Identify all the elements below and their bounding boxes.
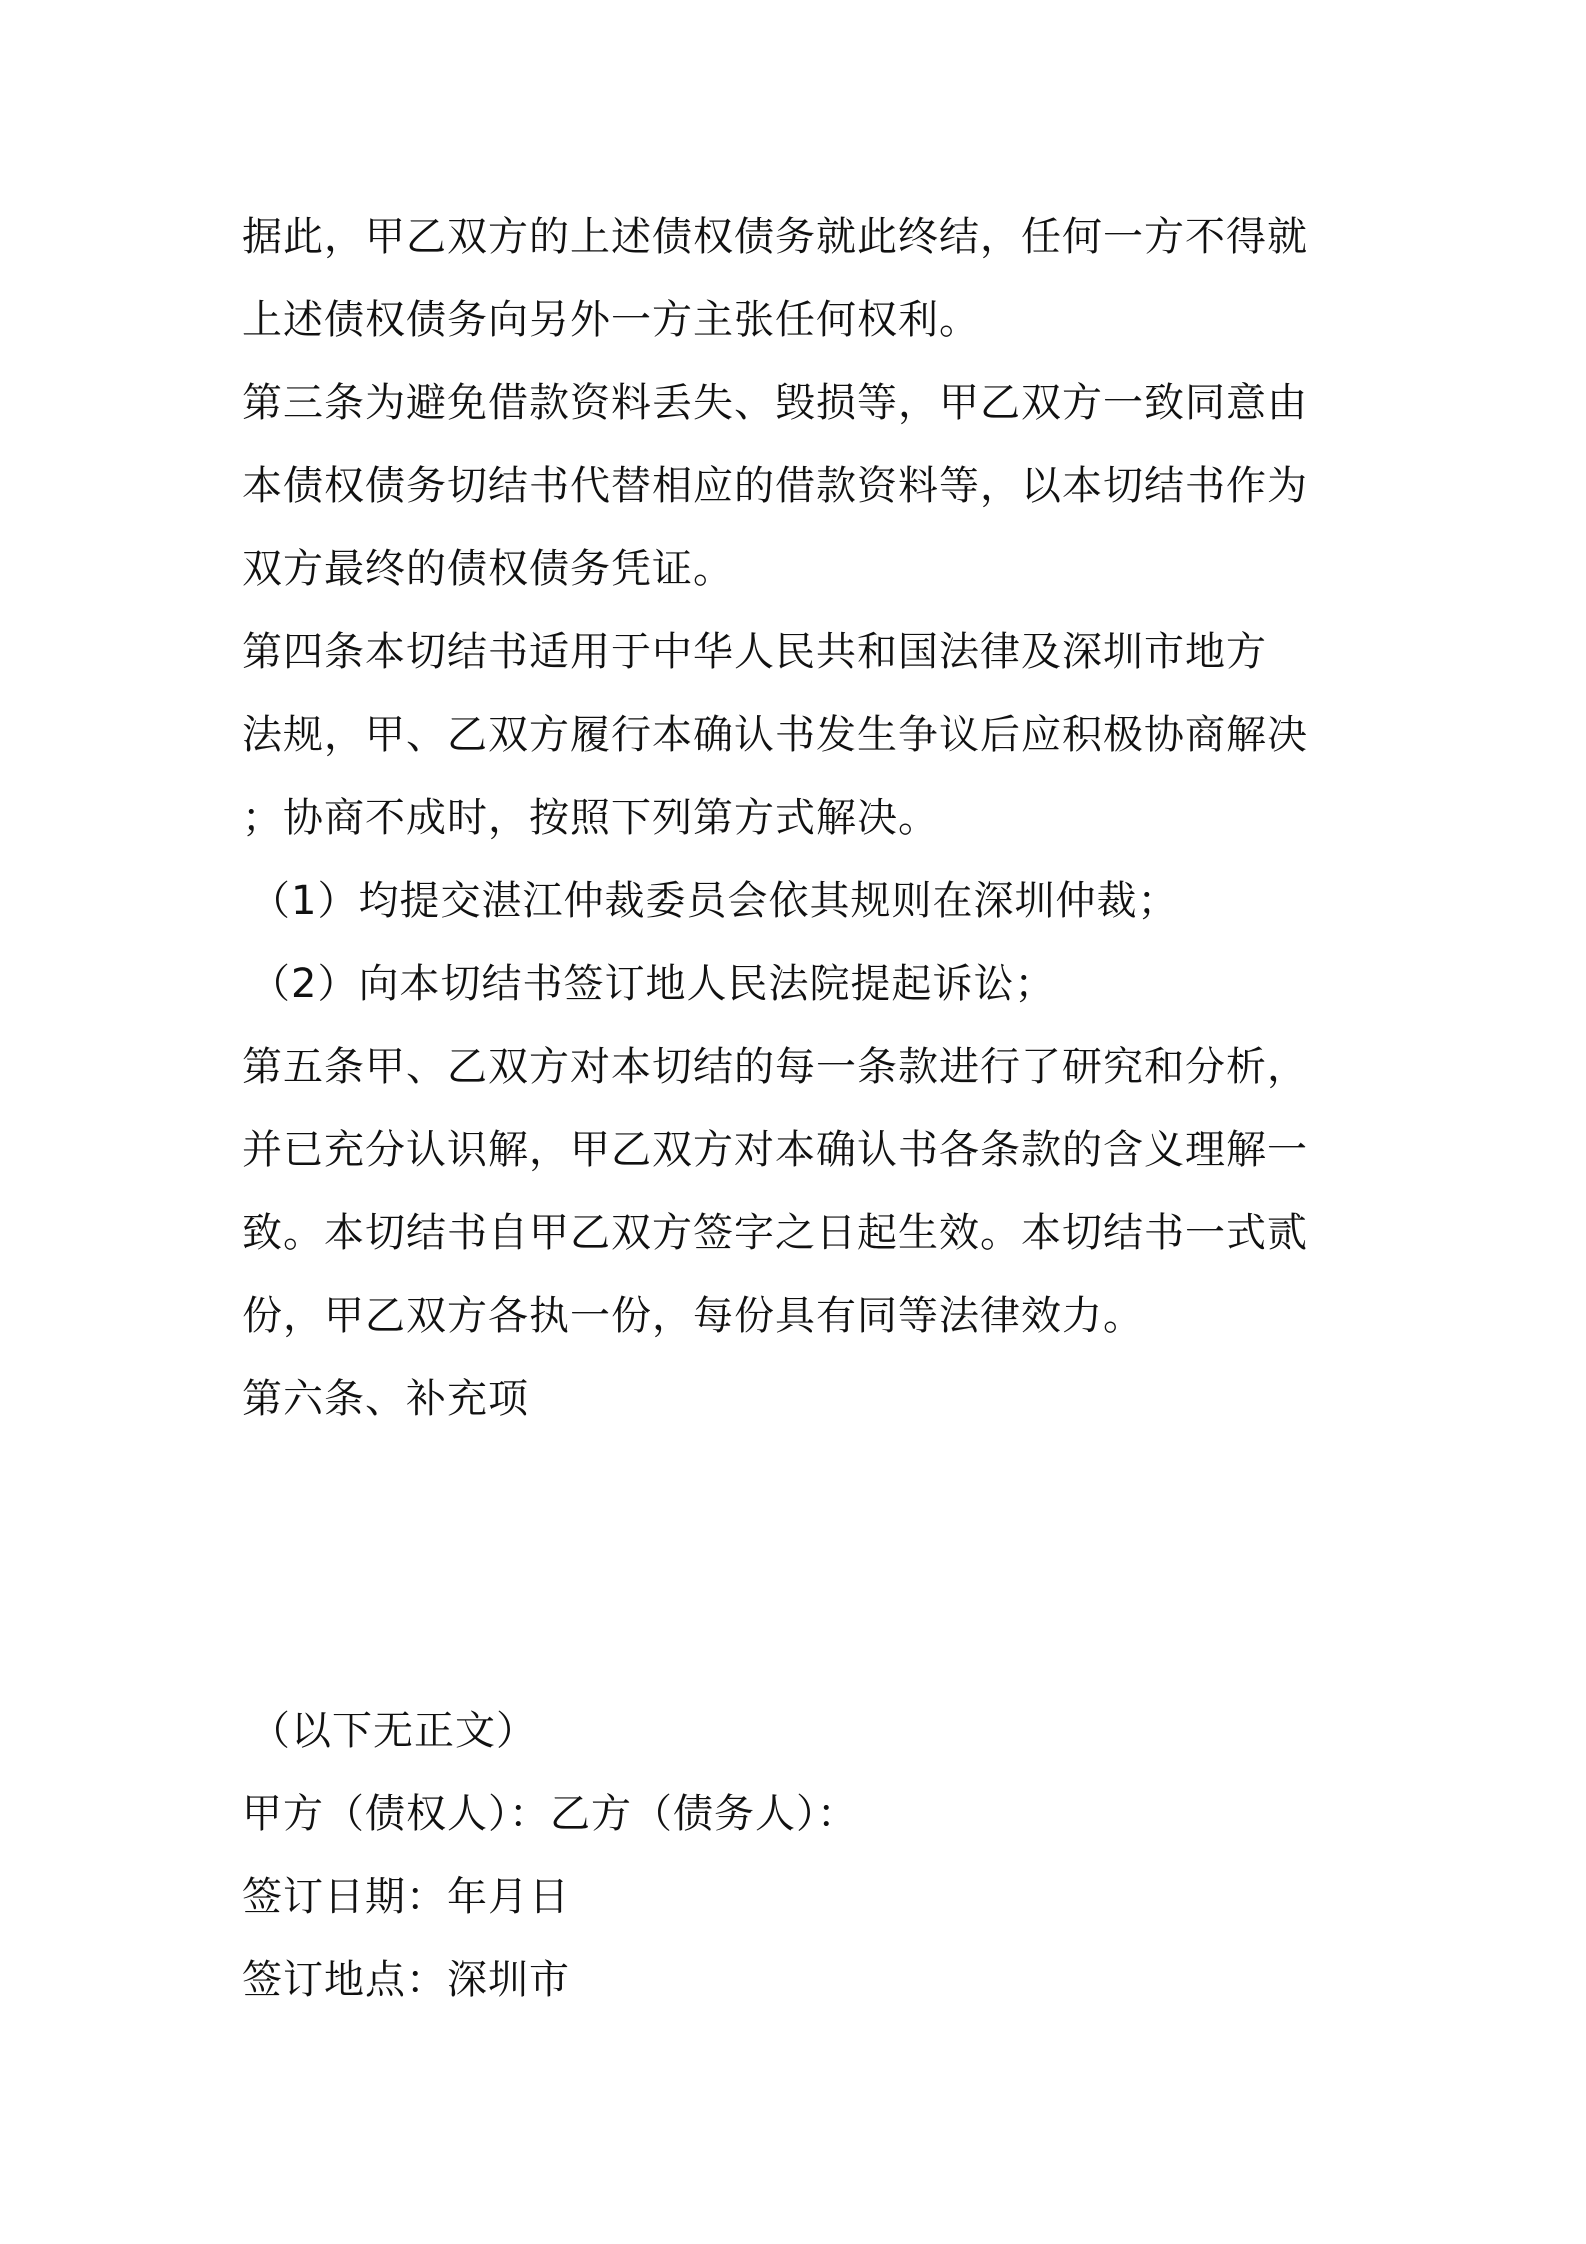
- blank-space: [242, 1441, 1362, 1690]
- body-line: 第四条本切结书适用于中华人民共和国法律及深圳市地方: [242, 629, 1267, 675]
- body-line: 本债权债务切结书代替相应的借款资料等，以本切结书作为: [242, 463, 1308, 509]
- body-line: 双方最终的债权债务凭证。: [242, 546, 734, 592]
- body-line: 据此，甲乙双方的上述债权债务就此终结，任何一方不得就: [242, 214, 1308, 260]
- article-six-heading: 第六条、补充项: [242, 1376, 529, 1422]
- sign-date-line: 签订日期：年月日: [242, 1874, 570, 1920]
- body-line: 第三条为避免借款资料丢失、毁损等，甲乙双方一致同意由: [242, 380, 1308, 426]
- document-body: [242, 196, 1362, 2022]
- body-line: 上述债权债务向另外一方主张任何权利。: [242, 297, 980, 343]
- body-line: 份，甲乙双方各执一份，每份具有同等法律效力。: [242, 1293, 1144, 1339]
- parties-signature-line: 甲方（债权人）：乙方（债务人）：: [242, 1791, 858, 1837]
- no-more-text-note: （以下无正文）: [250, 1708, 537, 1754]
- body-line: 第五条甲、乙双方对本切结的每一条款进行了研究和分析，: [242, 1044, 1308, 1090]
- body-line: 法规，甲、乙双方履行本确认书发生争议后应积极协商解决: [242, 712, 1308, 758]
- list-item-arbitration: （1）均提交湛江仲裁委员会依其规则在深圳仲裁；: [250, 878, 1179, 924]
- body-line: 致。本切结书自甲乙双方签字之日起生效。本切结书一式贰: [242, 1210, 1308, 1256]
- body-line: ；协商不成时，按照下列第方式解决。: [242, 795, 939, 841]
- list-item-litigation: （2）向本切结书签订地人民法院提起诉讼；: [250, 961, 1056, 1007]
- sign-place-line: 签订地点：深圳市: [242, 1957, 570, 2003]
- body-line: 并已充分认识解，甲乙双方对本确认书各条款的含义理解一: [242, 1127, 1308, 1173]
